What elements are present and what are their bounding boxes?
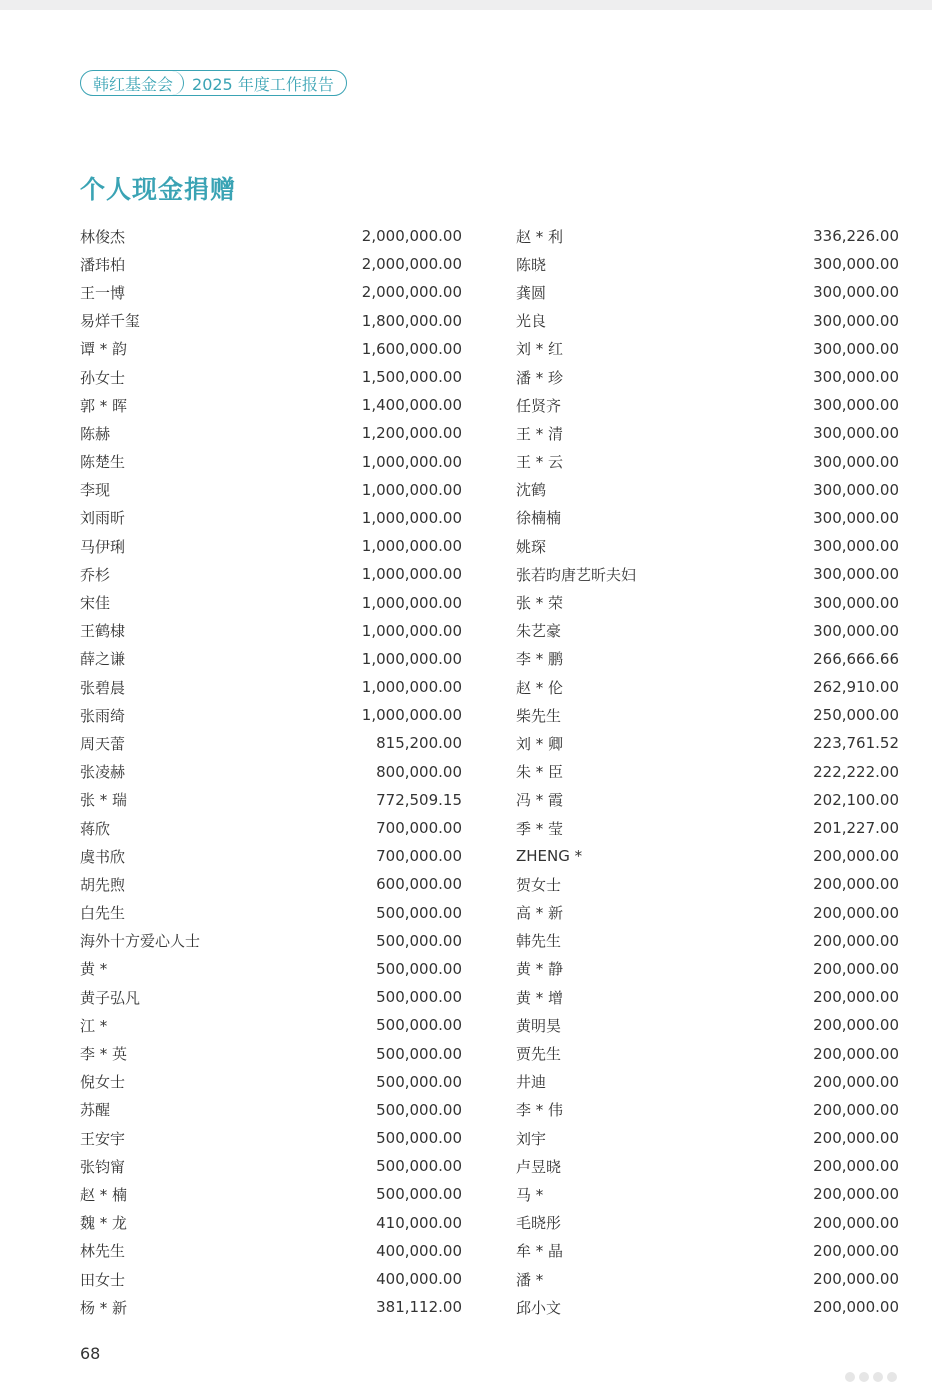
donor-row [80,673,462,701]
donor-amount: 1,400,000.00 [361,396,462,415]
donor-amount: 1,000,000.00 [361,621,462,640]
donor-name: 林俊杰 [80,227,126,246]
donor-row [80,701,462,729]
donor-amount: 200,000.00 [813,1270,899,1289]
donor-name: 黄 * 静 [516,960,564,979]
donor-row [80,504,462,532]
donor-amount: 300,000.00 [813,565,899,584]
donor-row [80,1096,462,1124]
donor-name: 陈晓 [516,255,547,274]
donor-amount: 1,000,000.00 [361,649,462,668]
donor-row [80,899,462,927]
donor-amount: 201,227.00 [813,819,899,838]
donor-name: ZHENG * [516,847,583,866]
donor-row [80,335,462,363]
donor-row [80,222,462,250]
donor-name: 季 * 莹 [516,819,564,838]
donor-amount: 200,000.00 [813,875,899,894]
donor-amount: 300,000.00 [813,480,899,499]
donor-name: 张 * 荣 [516,594,564,613]
donor-amount: 200,000.00 [813,931,899,950]
donor-name: 李 * 英 [80,1045,128,1064]
donor-row [516,250,899,278]
donor-row [516,842,899,870]
donor-amount: 1,000,000.00 [361,678,462,697]
donor-amount: 202,100.00 [813,790,899,809]
donor-name: 马 * [516,1185,544,1204]
donor-amount: 300,000.00 [813,621,899,640]
donor-row [80,1152,462,1180]
header-report-title: 2025 年度工作报告 [192,74,334,94]
donor-amount: 300,000.00 [813,283,899,302]
donor-amount: 400,000.00 [376,1241,462,1260]
page-number: 68 [80,1344,101,1363]
donor-name: 卢昱晓 [516,1157,562,1176]
donor-amount: 1,000,000.00 [361,452,462,471]
donor-row [516,1124,899,1152]
donor-row [80,1237,462,1265]
donor-name: 江 * [80,1016,108,1035]
donor-amount: 500,000.00 [376,1072,462,1091]
donor-name: 薛之谦 [80,650,126,669]
donor-row [80,758,462,786]
donor-name: 田女士 [80,1270,126,1289]
donor-amount: 500,000.00 [376,931,462,950]
donor-row [80,729,462,757]
donor-amount: 200,000.00 [813,959,899,978]
donor-name: 贾先生 [516,1045,562,1064]
donor-row [80,1039,462,1067]
donor-name: 黄 * 增 [516,988,564,1007]
donor-amount: 200,000.00 [813,1157,899,1176]
donor-row [516,532,899,560]
donor-amount: 200,000.00 [813,1185,899,1204]
donor-name: 王鹤棣 [80,622,126,641]
donor-row [80,786,462,814]
donor-amount: 1,000,000.00 [361,480,462,499]
donor-row [516,1152,899,1180]
donor-row [80,1209,462,1237]
donor-amount: 200,000.00 [813,847,899,866]
donor-name: 李现 [80,481,111,500]
donor-name: 张 * 瑞 [80,791,128,810]
donor-name: 王一博 [80,283,126,302]
donor-amount: 2,000,000.00 [361,255,462,274]
header-org: 韩红基金会 [81,71,184,95]
donor-row [516,363,899,391]
donor-name: 牟 * 晶 [516,1242,564,1261]
donor-amount: 1,500,000.00 [361,368,462,387]
donor-name: 刘 * 红 [516,340,564,359]
donor-name: 朱艺豪 [516,622,562,641]
donor-row [516,1180,899,1208]
donor-amount: 262,910.00 [813,678,899,697]
donor-row [516,729,899,757]
donor-name: 李 * 鹏 [516,650,564,669]
donor-amount: 300,000.00 [813,311,899,330]
donor-amount: 700,000.00 [376,847,462,866]
donor-amount: 223,761.52 [813,734,899,753]
donor-amount: 381,112.00 [376,1298,462,1317]
donor-row [516,814,899,842]
donor-list-left [80,222,462,1321]
donor-row [516,645,899,673]
donor-row [516,758,899,786]
donor-row [516,1293,899,1321]
donor-row [80,617,462,645]
donor-name: 谭 * 韵 [80,340,128,359]
donor-amount: 200,000.00 [813,1072,899,1091]
donor-amount: 300,000.00 [813,593,899,612]
donor-row [80,588,462,616]
donor-row [516,673,899,701]
donor-amount: 1,000,000.00 [361,593,462,612]
donor-amount: 500,000.00 [376,959,462,978]
donor-name: 冯 * 霞 [516,791,564,810]
top-strip [0,0,932,10]
donor-name: 张凌赫 [80,763,126,782]
donor-row [516,448,899,476]
donor-name: 张雨绮 [80,706,126,725]
donor-name: 白先生 [80,904,126,923]
donor-row [80,532,462,560]
donor-name: 王 * 云 [516,453,564,472]
donor-name: 杨 * 新 [80,1298,128,1317]
donor-list-right [516,222,899,1321]
donor-row [516,335,899,363]
donor-row [80,645,462,673]
donor-amount: 700,000.00 [376,819,462,838]
donor-amount: 1,000,000.00 [361,565,462,584]
donor-name: 井迪 [516,1073,547,1092]
donor-amount: 200,000.00 [813,1016,899,1035]
donor-name: 潘 * [516,1270,544,1289]
donor-amount: 1,800,000.00 [361,311,462,330]
donor-amount: 2,000,000.00 [361,283,462,302]
donor-name: 贺女士 [516,875,562,894]
donor-name: 赵 * 利 [516,227,564,246]
donor-name: 孙女士 [80,368,126,387]
donor-row [80,391,462,419]
donor-name: 毛晓彤 [516,1214,562,1233]
donor-amount: 1,000,000.00 [361,706,462,725]
donor-amount: 200,000.00 [813,1213,899,1232]
donor-name: 黄子弘凡 [80,988,141,1007]
donor-row [80,1180,462,1208]
donor-row [516,1068,899,1096]
donor-name: 郭 * 晖 [80,396,128,415]
donor-name: 赵 * 伦 [516,678,564,697]
donor-name: 易烊千玺 [80,312,141,331]
donor-amount: 200,000.00 [813,1298,899,1317]
donor-name: 张若昀唐艺昕夫妇 [516,565,637,584]
donor-row [80,363,462,391]
donor-row [80,1068,462,1096]
donor-amount: 300,000.00 [813,537,899,556]
donor-row [516,1209,899,1237]
donor-row [80,1293,462,1321]
donor-amount: 500,000.00 [376,1044,462,1063]
donor-amount: 500,000.00 [376,903,462,922]
donor-amount: 200,000.00 [813,903,899,922]
donor-amount: 300,000.00 [813,508,899,527]
donor-row [80,307,462,335]
donor-amount: 500,000.00 [376,1129,462,1148]
donor-row [516,617,899,645]
donor-row [516,1096,899,1124]
donor-name: 李 * 伟 [516,1101,564,1120]
donor-row [516,588,899,616]
donor-name: 邱小文 [516,1298,562,1317]
donor-row [80,560,462,588]
donor-row [516,1039,899,1067]
donor-row [80,419,462,447]
donor-row [80,842,462,870]
donor-name: 王安宇 [80,1129,126,1148]
donor-row [80,448,462,476]
report-header [80,70,347,96]
donor-amount: 300,000.00 [813,396,899,415]
donor-amount: 500,000.00 [376,1100,462,1119]
donor-name: 姚琛 [516,537,547,556]
donor-amount: 772,509.15 [376,790,462,809]
donor-name: 赵 * 楠 [80,1185,128,1204]
donor-name: 黄明昊 [516,1016,562,1035]
donor-name: 林先生 [80,1242,126,1261]
donor-name: 马伊琍 [80,537,126,556]
donor-row [516,870,899,898]
donor-name: 乔杉 [80,565,111,584]
donor-amount: 336,226.00 [813,227,899,246]
donor-name: 王 * 清 [516,424,564,443]
donor-name: 陈赫 [80,424,111,443]
donor-amount: 1,600,000.00 [361,339,462,358]
donor-name: 刘雨昕 [80,509,126,528]
donor-amount: 200,000.00 [813,1044,899,1063]
donor-amount: 815,200.00 [376,734,462,753]
donor-row [516,786,899,814]
donor-row [80,250,462,278]
donor-row [516,983,899,1011]
donor-amount: 400,000.00 [376,1270,462,1289]
donor-amount: 250,000.00 [813,706,899,725]
donor-name: 魏 * 龙 [80,1214,128,1233]
donor-amount: 1,000,000.00 [361,537,462,556]
donor-row [516,476,899,504]
donor-row [80,870,462,898]
page-title: 个人现金捐赠 [80,175,237,204]
donor-amount: 500,000.00 [376,988,462,1007]
donor-row [80,955,462,983]
donor-row [516,1011,899,1039]
donor-row [516,278,899,306]
donor-amount: 300,000.00 [813,424,899,443]
donor-row [80,1011,462,1039]
donor-amount: 200,000.00 [813,1241,899,1260]
donor-amount: 800,000.00 [376,762,462,781]
donor-name: 蒋欣 [80,819,111,838]
donor-name: 胡先煦 [80,875,126,894]
donor-name: 虞书欣 [80,847,126,866]
donor-row [80,814,462,842]
donor-row [516,560,899,588]
donor-name: 潘玮柏 [80,255,126,274]
donor-name: 张碧晨 [80,678,126,697]
donor-row [516,927,899,955]
donor-amount: 222,222.00 [813,762,899,781]
watermark [845,1370,905,1384]
donor-name: 潘 * 珍 [516,368,564,387]
donor-name: 任贤齐 [516,396,562,415]
donor-row [516,391,899,419]
donor-row [516,419,899,447]
donor-amount: 1,000,000.00 [361,508,462,527]
donor-row [516,1265,899,1293]
donor-amount: 200,000.00 [813,1100,899,1119]
donor-amount: 266,666.66 [813,649,899,668]
donor-row [516,701,899,729]
donor-row [516,307,899,335]
donor-amount: 300,000.00 [813,368,899,387]
donor-row [516,1237,899,1265]
donor-row [80,983,462,1011]
donor-amount: 200,000.00 [813,1129,899,1148]
donor-row [516,899,899,927]
donor-row [80,927,462,955]
donor-row [516,504,899,532]
donor-name: 周天蕾 [80,734,126,753]
donor-name: 沈鹤 [516,481,547,500]
donor-name: 韩先生 [516,932,562,951]
donor-name: 柴先生 [516,706,562,725]
donor-name: 陈楚生 [80,453,126,472]
donor-amount: 1,200,000.00 [361,424,462,443]
donor-amount: 600,000.00 [376,875,462,894]
donor-amount: 300,000.00 [813,255,899,274]
donor-name: 张钧甯 [80,1157,126,1176]
donor-name: 刘宇 [516,1129,547,1148]
donor-row [80,476,462,504]
donor-name: 苏醒 [80,1101,111,1120]
donor-amount: 500,000.00 [376,1157,462,1176]
donor-amount: 2,000,000.00 [361,227,462,246]
donor-name: 高 * 新 [516,904,564,923]
donor-amount: 500,000.00 [376,1185,462,1204]
donor-amount: 500,000.00 [376,1016,462,1035]
donor-name: 海外十方爱心人士 [80,932,201,951]
donor-amount: 410,000.00 [376,1213,462,1232]
donor-row [516,222,899,250]
donor-name: 黄 * [80,960,108,979]
donor-name: 朱 * 臣 [516,763,564,782]
donor-amount: 300,000.00 [813,452,899,471]
donor-name: 龚圆 [516,283,547,302]
donor-name: 刘 * 卿 [516,734,564,753]
donor-name: 徐楠楠 [516,509,562,528]
donor-name: 宋佳 [80,594,111,613]
donor-name: 倪女士 [80,1073,126,1092]
donor-amount: 300,000.00 [813,339,899,358]
donor-row [80,1265,462,1293]
donor-amount: 200,000.00 [813,988,899,1007]
donor-name: 光良 [516,312,547,331]
donor-row [80,278,462,306]
donor-row [80,1124,462,1152]
donor-row [516,955,899,983]
